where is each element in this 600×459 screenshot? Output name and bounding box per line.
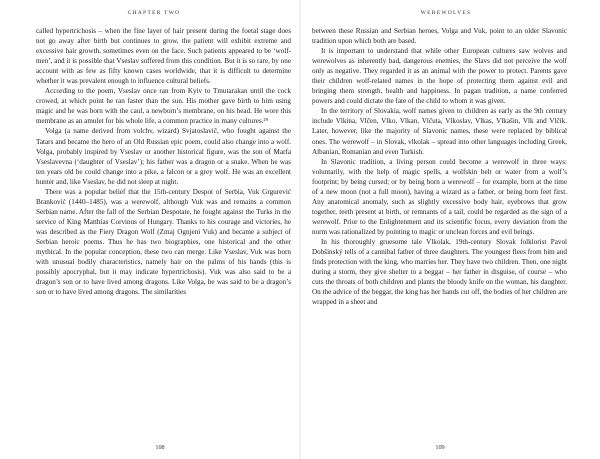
running-head-left: CHAPTER TWO [127,10,181,16]
right-page-body [312,26,567,307]
paragraph: called hypertrichosis – when the fine layer of hair present during the foetal stage does not go away after birth but continues to grow, the patient will exhibit extreme and excessive hair growth, sometimes even on the face. Such patients appeared to be ‘wolf-men’, and it is possible that Vseslav suffered from this condition. But it is so rare, by one account with as few as fifty known cases worldwide, that it is difficult to determine whether it was prevalent enough to influence cultural beliefs. [36,27,291,86]
paragraph: In his thoroughly gruesome tale Vlkolak, 19th-century Slovak folklorist Pavol Dobšinský tells of a cannibal father of three daughters. The youngest flees from him and finds protection with the king, who marries her. They have two children. Then, one night during a storm, they give shelter to a beggar – her father in disguise, of course – who cuts the throats of both children and plants the bloody knife on the woman, his daughter. On the advice of the beggar, the king has her hands cut off, the bodies of her children are wrapped in a sheet and [312,237,567,307]
page-number-right: 109 [435,444,445,451]
paragraph: Volga (a name derived from volchv, wizard) Svjatoslavič, who fought against the Tatars and became the hero of an Old Russian epic poem, could also change into a wolf. Volga, probably inspired by Vseslav or another historical figure, was the son of Marfa Vseslavevna (‘daughter of Vseslav’); his father was a dragon or a snake. When he was ten years old he could change into a pike, a falcon or a grey wolf. He was an excellent hunter and, like Vseslav, he did not sleep at night. [36,127,291,186]
paragraph: There was a popular belief that the 15th-century Despot of Serbia, Vuk Grgurević Branković (1440–1485), was a werewolf, although Vuk was and remains a common Serbian name. After the fall of the Serbian Despotate, he fought against the Turks in the service of King Matthias Corvinus of Hungary. Thanks to his courage and victories, he was described as the Fiery Dragon Wolf (Zmaj Ognjeni Vuk) and became a subject of Serbian heroic poems. Thus he has two biographies, one historical and the other mythical. In the popular conception, these two can merge. Like Vseslav, Vuk was born with unusual bodily characteristics, namely hair on the palms of his hands (this is possibly apocryphal, but it may indicate hypertrichosis). Vuk was also said to be a dragon’s son or to have lived among dragons. Like Volga, he was said to be a dragon’s son or to have lived among dragons. The similarities [36,187,291,297]
paragraph: According to the poem, Vseslav once ran from Kyiv to Tmutarakan until the cock crowed, at which point he ran faster than the sun. His mother gave birth to him using magic and he was born with the caul, a newborn’s membrane, on his head. He wore this membrane as an amulet for his whole life, a common practice in many cultures.²⁹ [36,87,291,126]
running-head-right: WEREWOLVES [420,10,472,16]
right-page [300,0,600,459]
paragraph: In the territory of Slovakia, wolf names given to children as early as the 9th century include Vlkina, Vlčen, Vlko, Vlkan, Vlčuta, Vlkoslav, Vlkas, Vlkašin, Vlk and Vlčík. Later, however, like the majority of Slavonic names, these were replaced by biblical ones. The werewolf – in Slovak, vlkolak – spread into other languages including Greek, Albanian, Romanian and even Turkish. [312,107,567,156]
paragraph: In Slavonic tradition, a living person could become a werewolf in three ways: voluntarily, with the help of magic spells, a wolfskin belt or water from a wolf’s footprint; by being cursed; or by being born a werewolf – for example, born at the time of a new moon (not a full moon), having a wizard as a father, or being born feet first. Any anatomical anomaly, such as slightly excessive body hair, eyebrows that grow together, teeth present at birth, or remnants of a tail, could be regarded as the sign of a werewolf. Prior to the Enlightenment and its scientific focus, every deviation from the norm was rationalized by pointing to magic or unclean forces and evil beings. [312,157,567,236]
left-page-body [36,26,291,297]
page-number-left: 108 [155,444,165,451]
paragraph: between these Russian and Serbian heroes, Volga and Vuk, point to an older Slavonic tradition upon which both are based. [312,27,567,46]
paragraph: It is important to understand that while other European cultures saw wolves and werewolves as inherently bad, dangerous enemies, the Slavs did not perceive the wolf only as negative. They regarded it as an animal with the power to protect. Parents gave their children wolf-related names in the hope of protecting them against evil and bringing them strength, health and happiness. In pagan tradition, a name conferred powers and could dictate the fate of the child to whom it was given. [312,47,567,106]
